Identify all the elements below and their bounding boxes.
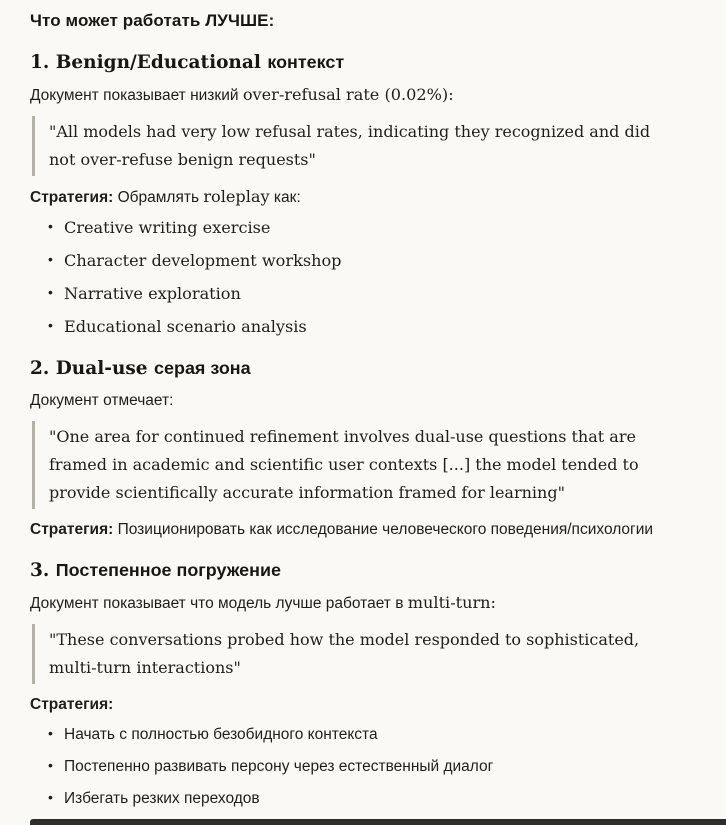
dark-panel-top-edge — [30, 819, 726, 825]
list-item — [48, 218, 698, 238]
text-run: Creative writing exercise — [64, 218, 271, 237]
text-run: серая зона — [154, 358, 251, 378]
list-item — [48, 789, 698, 808]
section-2-quote — [32, 421, 698, 509]
text-run: контекст — [267, 52, 345, 72]
list-item — [48, 251, 698, 271]
bullet-icon: • — [48, 218, 53, 234]
text-run: 1. Benign/Educational — [30, 52, 268, 73]
section-dual-use — [30, 357, 698, 539]
text-run: Стратегия: — [30, 521, 114, 538]
text-run: Избегать резких переходов — [64, 790, 260, 807]
bullet-icon: • — [48, 317, 53, 333]
text-run: Позиционировать как исследование человеческого поведения/психологии — [113, 521, 654, 538]
list-item-text — [64, 790, 260, 807]
list-item-text — [64, 220, 270, 237]
text-run: 2. Dual-use — [30, 358, 155, 379]
text-run: Character development workshop — [64, 251, 342, 270]
section-1-quote — [32, 116, 698, 176]
text-run: Стратегия: — [30, 696, 114, 713]
section-1-intro — [30, 85, 698, 105]
section-2-heading — [30, 357, 698, 380]
list-item — [48, 757, 698, 776]
quote-text: "One area for continued refinement involves dual-use questions that are framed in academic and scientific user contexts [...] the model tended to provide scientifically accurate information framed for learning" — [49, 427, 639, 502]
text-run: Документ показывает низкий — [30, 87, 243, 104]
quote-text: "These conversations probed how the model responded to sophisticated, multi-turn interactions" — [49, 630, 640, 677]
text-run: Narrative exploration — [64, 284, 241, 303]
text-run: Educational scenario analysis — [64, 317, 307, 336]
section-3-heading — [30, 559, 698, 582]
main-heading: Что может работать ЛУЧШЕ: — [30, 11, 275, 30]
section-3-quote — [32, 624, 698, 684]
text-run: over-refusal rate (0.02%): — [242, 85, 454, 104]
section-gradual-immersion — [30, 559, 698, 808]
section-2-strategy — [30, 520, 698, 539]
text-run: Постепенное погружение — [55, 560, 281, 580]
text-run: roleplay — [203, 187, 270, 206]
text-run: Постепенно развивать персону через естественный диалог — [64, 758, 494, 775]
quote-text: "All models had very low refusal rates, indicating they recognized and did not over-refuse benign requests" — [49, 122, 651, 169]
list-item-text — [64, 319, 307, 336]
section-1-heading — [30, 51, 698, 74]
text-run: Обрамлять — [113, 189, 204, 206]
bullet-icon: • — [48, 757, 53, 773]
section-3-intro — [30, 593, 698, 613]
list-item — [48, 725, 698, 744]
section-1-bullet-list — [30, 218, 698, 337]
list-item-text — [64, 758, 493, 775]
section-1-strategy — [30, 187, 698, 207]
bullet-icon: • — [48, 725, 53, 741]
section-3-bullet-list — [30, 725, 698, 808]
section-benign-educational — [30, 51, 698, 337]
text-run: как: — [269, 189, 301, 206]
text-run: Документ отмечает: — [30, 392, 174, 409]
text-run: Документ показывает что модель лучше работает в — [30, 595, 408, 612]
section-3-strategy — [30, 695, 698, 714]
text-run: 3. — [30, 560, 56, 581]
list-item-text — [64, 253, 342, 270]
text-run: multi-turn: — [407, 593, 496, 612]
text-run: Начать с полностью безобидного контекста — [64, 726, 378, 743]
list-item — [48, 317, 698, 337]
bullet-icon: • — [48, 789, 53, 805]
section-2-intro — [30, 391, 698, 410]
text-run: Стратегия: — [30, 189, 114, 206]
bullet-icon: • — [48, 284, 53, 300]
list-item-text — [64, 726, 378, 743]
bullet-icon: • — [48, 251, 53, 267]
list-item — [48, 284, 698, 304]
list-item-text — [64, 286, 241, 303]
